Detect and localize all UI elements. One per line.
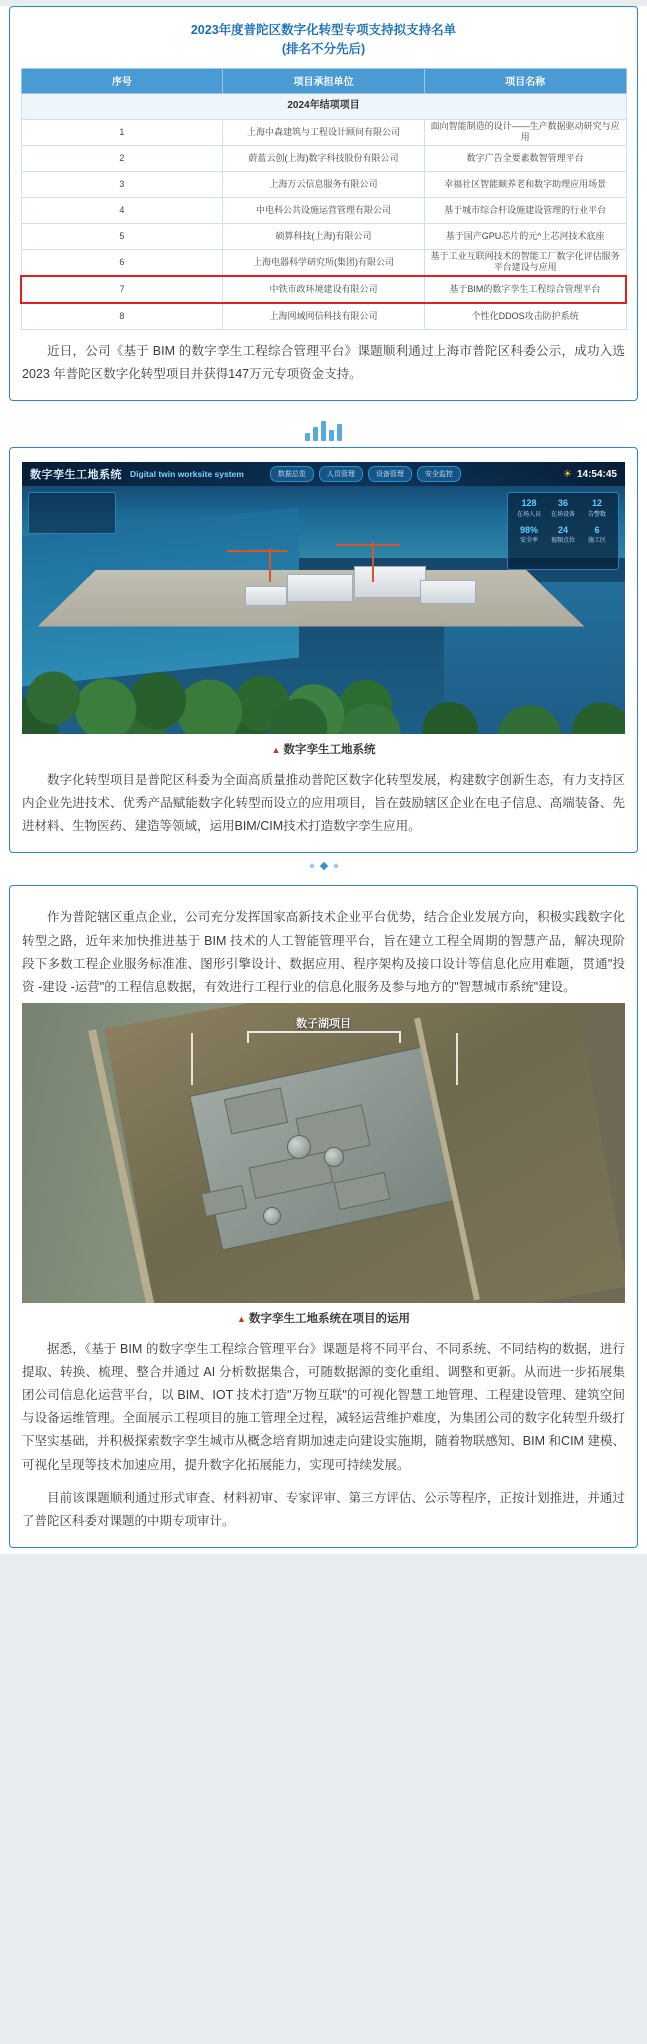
project-card <box>9 885 638 1548</box>
row-project: 个性化DDOS攻击防护系统 <box>424 303 626 330</box>
dt-title: 数字孪生工地系统 <box>30 469 122 481</box>
article-page <box>0 6 647 1554</box>
table-subheader-label: 2024年结项项目 <box>21 93 626 119</box>
dt-left-panel <box>28 492 116 534</box>
divider-diamond <box>309 864 315 870</box>
row-unit: 上海网域网信科技有限公司 <box>223 303 425 330</box>
notice-card <box>9 6 638 401</box>
divider-bar <box>337 424 342 441</box>
table-row <box>21 303 626 330</box>
header-project: 项目名称 <box>424 68 626 93</box>
aerial-label-bracket <box>247 1031 401 1043</box>
row-unit: 上海中森建筑与工程设计顾问有限公司 <box>223 119 425 145</box>
row-project: 基于国产GPU芯片的元^上芯河技术底座 <box>424 223 626 249</box>
dt-stat-value: 36 <box>557 498 568 508</box>
row-index: 8 <box>21 303 223 330</box>
aerial-label: 数子湖项目 <box>296 1017 351 1030</box>
dt-stat-cell <box>512 497 546 520</box>
table-row <box>21 223 626 249</box>
project-paragraph-mid: 据悉，《基于 BIM 的数字孪生工程综合管理平台》课题是将不同平台、不同系统、不同结构的数据，进行提取、转换、梳理、整合并通过 AI 分析数据集合，可随数据源的变化重组、调整和更新。从而进一步拓展集团公司信息化运营平台，以 BIM、IOT 技术打造"万物互联"的可视化智慧工地管理、工程建设管理、建筑空间与设备运维管理。全面展示工程项目的施工管理全过程，减轻运营维护难度，为集团公司的数字化转型升级打下坚实基础，并积极探索数字孪生城市从概念培育期加速走向建设实施期，随着物联感知、BIM 和CIM 建模、可视化呈现等技术加速应用，提升数字化拓展能力，实现可持续发展。 <box>22 1341 625 1472</box>
dt-stat-value: 12 <box>591 498 602 508</box>
dt-nav-item-equipment[interactable]: 设备管理 <box>368 466 412 482</box>
dt-stat-label: 在场人员 <box>516 511 541 518</box>
header-index: 序号 <box>21 68 223 93</box>
divider-bar <box>313 427 318 441</box>
aerial-caption-text: 数字孪生工地系统在项目的运用 <box>248 1312 410 1325</box>
table-row-highlighted <box>21 276 626 303</box>
aerial-tank <box>324 1147 344 1167</box>
dt-nav[interactable] <box>270 466 461 482</box>
row-project: 基于工业互联网技术的智能工厂数字化评估服务平台建设与应用 <box>424 249 626 276</box>
row-unit: 硕算科技(上海)有限公司 <box>223 223 425 249</box>
row-index: 2 <box>21 145 223 171</box>
dt-crane-jib <box>336 544 400 546</box>
aerial-caption <box>22 1303 625 1328</box>
project-paragraph-top: 作为普陀辖区重点企业，公司充分发挥国家高新技术企业平台优势，结合企业发展方向，积极实践数字化转型之路，近年来加快推进基于 BIM 技术的人工智能管理平台，旨在建立工程全周期的智慧产品，解决现阶段下多数工程企业服务标准准、图形引擎设计、数据应用、程序架构及接口设计等信息化应用难题，贯通"投资 -建设 -运营"的工程信息数据，有效进行工程行业的信息化服务及参与地方的"智慧城市系统"建设。 <box>22 910 625 994</box>
sun-icon: ☀ <box>563 468 572 480</box>
notice-title-line1: 2023年度普陀区数字化转型专项支持拟支持名单 <box>190 23 457 37</box>
dt-subtitle: Digital twin worksite system <box>130 469 244 479</box>
row-unit: 中铁市政环境建设有限公司 <box>223 276 425 303</box>
dt-stats-row <box>512 497 614 520</box>
digital-twin-screenshot <box>22 462 625 734</box>
row-project: 基于城市综合杆设施建设管理的行业平台 <box>424 197 626 223</box>
table-row <box>21 145 626 171</box>
dt-nav-item-overview[interactable]: 数据总览 <box>270 466 314 482</box>
dt-crane-mast <box>372 542 374 582</box>
section-divider-bars <box>0 411 647 441</box>
digital-twin-caption-text: 数字孪生工地系统 <box>283 744 376 756</box>
dt-stat-value: 6 <box>594 524 600 535</box>
divider-bar <box>305 433 310 441</box>
digital-twin-figure <box>22 462 625 759</box>
dt-stat-value: 128 <box>521 498 537 508</box>
divider-bar <box>321 421 326 441</box>
dt-stat-label: 施工区 <box>587 538 606 544</box>
row-project: 基于BIM的数字孪生工程综合管理平台 <box>424 276 626 303</box>
row-unit: 上海万云信息服务有限公司 <box>223 171 425 197</box>
row-project: 幸福社区智能颐养老和数字助理应用场景 <box>424 171 626 197</box>
divider-diamond <box>319 862 327 870</box>
dt-building <box>287 574 353 602</box>
table-body <box>21 93 626 329</box>
dt-stat-label: 视频点位 <box>550 538 575 544</box>
table-header-row <box>21 68 626 93</box>
notice-title-line2: (排名不分先后) <box>281 42 366 57</box>
aerial-photo <box>22 1003 625 1303</box>
dt-building <box>354 566 426 598</box>
table-row <box>21 119 626 145</box>
row-project: 面向智能制造的设计——生产数据驱动研究与应用 <box>424 119 626 145</box>
dt-stat-cell <box>512 524 546 547</box>
divider-bar <box>329 430 334 441</box>
dt-topbar <box>22 462 625 486</box>
dt-crane-jib <box>227 550 287 552</box>
aerial-figure <box>22 1003 625 1328</box>
dt-stat-value: 24 <box>557 524 568 535</box>
row-unit: 上海电器科学研究所(集团)有限公司 <box>223 249 425 276</box>
triangle-marker-icon: ▲ <box>271 745 281 755</box>
header-unit: 项目承担单位 <box>223 68 425 93</box>
row-index: 4 <box>21 197 223 223</box>
row-unit: 中电科公共设施运营管理有限公司 <box>223 197 425 223</box>
support-list-table <box>20 68 627 330</box>
table-row <box>21 249 626 276</box>
dt-crane-mast <box>269 548 271 582</box>
dt-stat-cell <box>580 524 614 547</box>
row-index: 3 <box>21 171 223 197</box>
digital-twin-caption <box>22 734 625 759</box>
dt-nav-item-personnel[interactable]: 人员管理 <box>319 466 363 482</box>
notice-title <box>20 17 627 68</box>
aerial-guide-line <box>191 1033 193 1085</box>
dt-stat-label: 安全率 <box>519 538 538 544</box>
digital-twin-paragraph: 数字化转型项目是普陀区科委为全面高质量推动普陀区数字化转型发展，构建数字创新生态，有力支持区内企业先进技术、优秀产品赋能数字化转型而设立的应用项目，旨在鼓励辖区企业在电子信息、高端装备、先进材料、生物医药、建造等领域，运用BIM/CIM技术打造数字孪生应用。 <box>22 773 625 834</box>
aerial-tank <box>263 1207 281 1225</box>
dt-clock-value: 14:54:45 <box>576 468 617 480</box>
dt-clock <box>563 469 617 480</box>
digital-twin-card <box>9 447 638 853</box>
triangle-marker-icon: ▲ <box>237 1313 246 1324</box>
dt-stat-cell <box>546 524 580 547</box>
table-row <box>21 171 626 197</box>
dt-stats-panel <box>507 492 619 570</box>
row-project: 数字广告全要素数智管理平台 <box>424 145 626 171</box>
row-index: 5 <box>21 223 223 249</box>
section-divider-diamonds <box>0 853 647 879</box>
row-index: 7 <box>21 276 223 303</box>
dt-stat-label: 在场设备 <box>550 511 575 518</box>
dt-stats-row <box>512 524 614 547</box>
table-row <box>21 197 626 223</box>
dt-stat-cell <box>546 497 580 520</box>
notice-paragraph: 近日，公司《基于 BIM 的数字孪生工程综合管理平台》课题顺利通过上海市普陀区科委公示，成功入选2023 年普陀区数字化转型项目并获得147万元专项资金支持。 <box>22 343 625 381</box>
dt-nav-item-safety[interactable]: 安全监控 <box>417 466 461 482</box>
row-index: 6 <box>21 249 223 276</box>
row-index: 1 <box>21 119 223 145</box>
aerial-guide-line <box>456 1033 458 1085</box>
dt-stat-label: 告警数 <box>587 511 606 518</box>
row-unit: 蔚蓝云创(上海)数字科技股份有限公司 <box>223 145 425 171</box>
project-paragraph-bottom: 目前该课题顺利通过形式审查、材料初审、专家评审、第三方评估、公示等程序，正按计划推进，并通过了普陀区科委对课题的中期专项审计。 <box>22 1490 625 1528</box>
dt-forest-right <box>251 624 625 734</box>
divider-diamond <box>333 864 339 870</box>
dt-stat-cell <box>580 497 614 520</box>
table-subheader-row <box>21 93 626 119</box>
dt-stat-value: 98% <box>519 524 538 535</box>
